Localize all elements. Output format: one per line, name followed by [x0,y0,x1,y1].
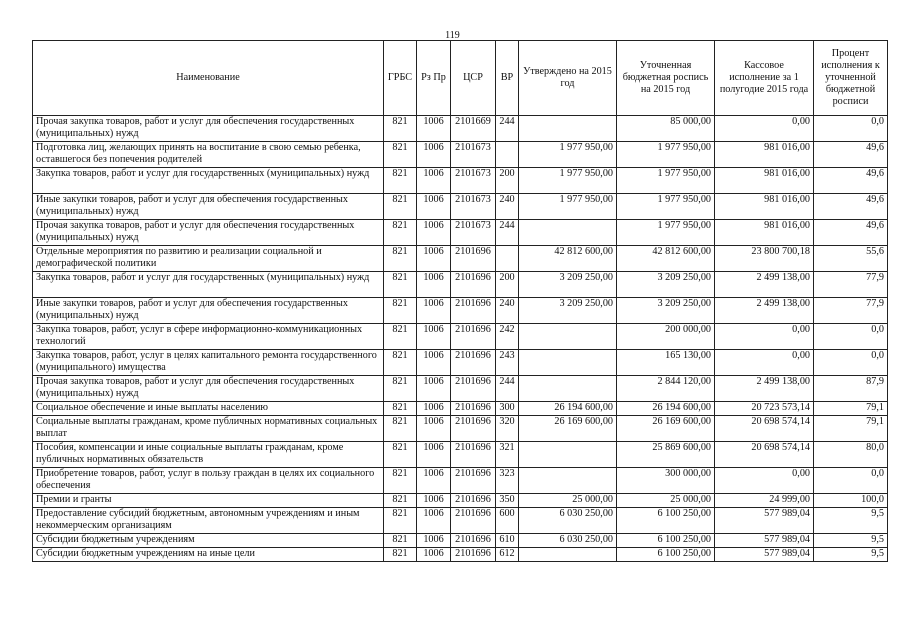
table-row [33,324,888,350]
row-name: Субсидии бюджетным учреждениям на иные цели [33,548,384,562]
table-header-row [33,41,888,116]
table-row [33,168,888,194]
row-vr [496,246,519,272]
row-vr: 320 [496,416,519,442]
row-cash: 577 989,04 [715,548,814,562]
row-cash: 24 999,00 [715,494,814,508]
row-name: Подготовка лиц, желающих принять на воспитание в свою семью ребенка, оставшегося без попечения родителей [33,142,384,168]
row-cash: 23 800 700,18 [715,246,814,272]
row-refined: 300 000,00 [617,468,715,494]
row-name: Социальные выплаты гражданам, кроме публичных нормативных социальных выплат [33,416,384,442]
row-approved: 1 977 950,00 [519,168,617,194]
row-refined: 25 000,00 [617,494,715,508]
row-vr: 321 [496,442,519,468]
row-cash: 20 723 573,14 [715,402,814,416]
table-row [33,220,888,246]
row-grbs: 821 [384,442,417,468]
row-refined: 1 977 950,00 [617,220,715,246]
row-percent: 77,9 [814,298,888,324]
row-rzpr: 1006 [417,416,451,442]
table-row [33,402,888,416]
page-number: 119 [445,30,460,41]
row-refined: 85 000,00 [617,116,715,142]
row-grbs: 821 [384,116,417,142]
header-cash: Кассовое исполнение за 1 полугодие 2015 года [715,41,814,116]
row-vr: 200 [496,168,519,194]
row-cash: 2 499 138,00 [715,272,814,298]
row-vr: 244 [496,376,519,402]
row-vr [496,142,519,168]
row-rzpr: 1006 [417,142,451,168]
row-csr: 2101696 [451,272,496,298]
row-grbs: 821 [384,350,417,376]
row-cash: 0,00 [715,350,814,376]
row-percent: 79,1 [814,416,888,442]
row-csr: 2101696 [451,494,496,508]
header-vr: ВР [496,41,519,116]
row-rzpr: 1006 [417,402,451,416]
row-grbs: 821 [384,508,417,534]
row-approved [519,116,617,142]
header-refined: Уточненная бюджетная роспись на 2015 год [617,41,715,116]
row-csr: 2101696 [451,416,496,442]
row-name: Закупка товаров, работ, услуг в сфере информационно-коммуникационных технологий [33,324,384,350]
row-rzpr: 1006 [417,116,451,142]
row-grbs: 821 [384,376,417,402]
row-refined: 6 100 250,00 [617,548,715,562]
row-cash: 981 016,00 [715,168,814,194]
row-percent: 49,6 [814,142,888,168]
row-percent: 100,0 [814,494,888,508]
row-grbs: 821 [384,194,417,220]
row-grbs: 821 [384,494,417,508]
row-percent: 49,6 [814,220,888,246]
row-rzpr: 1006 [417,534,451,548]
row-grbs: 821 [384,272,417,298]
row-percent: 87,9 [814,376,888,402]
row-cash: 2 499 138,00 [715,298,814,324]
row-approved: 6 030 250,00 [519,508,617,534]
row-name: Прочая закупка товаров, работ и услуг для обеспечения государственных (муниципальных) нужд [33,220,384,246]
header-grbs: ГРБС [384,41,417,116]
row-rzpr: 1006 [417,194,451,220]
row-rzpr: 1006 [417,168,451,194]
row-grbs: 821 [384,548,417,562]
table-row [33,494,888,508]
header-name: Наименование [33,41,384,116]
row-grbs: 821 [384,402,417,416]
row-rzpr: 1006 [417,468,451,494]
row-refined: 3 209 250,00 [617,298,715,324]
row-csr: 2101673 [451,220,496,246]
table-row [33,272,888,298]
row-cash: 577 989,04 [715,534,814,548]
row-rzpr: 1006 [417,350,451,376]
row-csr: 2101696 [451,442,496,468]
row-csr: 2101696 [451,350,496,376]
row-percent: 9,5 [814,548,888,562]
row-approved: 3 209 250,00 [519,298,617,324]
row-csr: 2101696 [451,508,496,534]
row-percent: 80,0 [814,442,888,468]
row-name: Отдельные мероприятия по развитию и реализации социальной и демографической политики [33,246,384,272]
row-percent: 9,5 [814,508,888,534]
row-rzpr: 1006 [417,376,451,402]
row-csr: 2101696 [451,534,496,548]
row-approved: 42 812 600,00 [519,246,617,272]
row-cash: 981 016,00 [715,194,814,220]
table-row [33,298,888,324]
row-approved [519,468,617,494]
row-cash: 0,00 [715,116,814,142]
row-refined: 200 000,00 [617,324,715,350]
table-row [33,548,888,562]
row-name: Предоставление субсидий бюджетным, автономным учреждениям и иным некоммерческим организациям [33,508,384,534]
table-row [33,246,888,272]
row-approved: 6 030 250,00 [519,534,617,548]
row-vr: 610 [496,534,519,548]
row-rzpr: 1006 [417,508,451,534]
row-csr: 2101696 [451,468,496,494]
row-cash: 981 016,00 [715,220,814,246]
row-percent: 77,9 [814,272,888,298]
row-vr: 240 [496,194,519,220]
row-name: Закупка товаров, работ и услуг для государственных (муниципальных) нужд [33,272,384,298]
row-csr: 2101673 [451,194,496,220]
row-vr: 612 [496,548,519,562]
row-approved: 25 000,00 [519,494,617,508]
table-row [33,142,888,168]
row-csr: 2101696 [451,298,496,324]
row-vr: 300 [496,402,519,416]
row-refined: 26 169 600,00 [617,416,715,442]
row-refined: 25 869 600,00 [617,442,715,468]
row-name: Прочая закупка товаров, работ и услуг для обеспечения государственных (муниципальных) нужд [33,376,384,402]
row-cash: 577 989,04 [715,508,814,534]
row-approved: 1 977 950,00 [519,142,617,168]
row-grbs: 821 [384,142,417,168]
row-rzpr: 1006 [417,442,451,468]
table-row [33,376,888,402]
row-refined: 2 844 120,00 [617,376,715,402]
header-rzpr: Рз Пр [417,41,451,116]
row-rzpr: 1006 [417,220,451,246]
row-grbs: 821 [384,324,417,350]
row-refined: 165 130,00 [617,350,715,376]
table-row [33,116,888,142]
row-cash: 2 499 138,00 [715,376,814,402]
row-percent: 0,0 [814,324,888,350]
row-csr: 2101696 [451,246,496,272]
row-vr: 243 [496,350,519,376]
row-vr: 350 [496,494,519,508]
row-percent: 0,0 [814,116,888,142]
row-csr: 2101673 [451,142,496,168]
row-cash: 981 016,00 [715,142,814,168]
row-name: Прочая закупка товаров, работ и услуг для обеспечения государственных (муниципальных) нужд [33,116,384,142]
row-vr: 244 [496,116,519,142]
row-refined: 1 977 950,00 [617,194,715,220]
row-name: Закупка товаров, работ, услуг в целях капитального ремонта государственного (муниципального) имущества [33,350,384,376]
row-approved [519,376,617,402]
table-row [33,534,888,548]
row-rzpr: 1006 [417,548,451,562]
row-refined: 1 977 950,00 [617,142,715,168]
row-name: Субсидии бюджетным учреждениям [33,534,384,548]
row-grbs: 821 [384,534,417,548]
table-row [33,194,888,220]
row-approved [519,442,617,468]
row-name: Иные закупки товаров, работ и услуг для обеспечения государственных (муниципальных) нужд [33,194,384,220]
row-name: Социальное обеспечение и иные выплаты населению [33,402,384,416]
row-approved: 1 977 950,00 [519,194,617,220]
row-refined: 6 100 250,00 [617,508,715,534]
row-vr: 600 [496,508,519,534]
row-refined: 1 977 950,00 [617,168,715,194]
row-name: Пособия, компенсации и иные социальные выплаты гражданам, кроме публичных нормативных обязательств [33,442,384,468]
row-rzpr: 1006 [417,298,451,324]
row-cash: 20 698 574,14 [715,442,814,468]
row-name: Иные закупки товаров, работ и услуг для обеспечения государственных (муниципальных) нужд [33,298,384,324]
row-grbs: 821 [384,220,417,246]
row-refined: 6 100 250,00 [617,534,715,548]
row-percent: 0,0 [814,468,888,494]
row-rzpr: 1006 [417,272,451,298]
header-csr: ЦСР [451,41,496,116]
row-approved [519,350,617,376]
row-csr: 2101696 [451,548,496,562]
budget-table [32,40,888,562]
row-vr: 323 [496,468,519,494]
row-percent: 55,6 [814,246,888,272]
row-csr: 2101669 [451,116,496,142]
row-name: Приобретение товаров, работ, услуг в пользу граждан в целях их социального обеспечения [33,468,384,494]
row-vr: 242 [496,324,519,350]
row-approved [519,324,617,350]
header-approved: Утверждено на 2015 год [519,41,617,116]
table-row [33,442,888,468]
row-vr: 240 [496,298,519,324]
table-row [33,508,888,534]
row-refined: 26 194 600,00 [617,402,715,416]
row-approved: 26 169 600,00 [519,416,617,442]
table-row [33,468,888,494]
row-name: Премии и гранты [33,494,384,508]
row-rzpr: 1006 [417,324,451,350]
row-rzpr: 1006 [417,246,451,272]
row-grbs: 821 [384,416,417,442]
row-grbs: 821 [384,168,417,194]
row-approved: 3 209 250,00 [519,272,617,298]
row-approved [519,220,617,246]
row-percent: 49,6 [814,194,888,220]
row-refined: 42 812 600,00 [617,246,715,272]
row-grbs: 821 [384,246,417,272]
row-cash: 0,00 [715,324,814,350]
row-percent: 79,1 [814,402,888,416]
table-row [33,416,888,442]
row-cash: 20 698 574,14 [715,416,814,442]
row-percent: 49,6 [814,168,888,194]
row-grbs: 821 [384,298,417,324]
row-percent: 0,0 [814,350,888,376]
row-refined: 3 209 250,00 [617,272,715,298]
row-vr: 244 [496,220,519,246]
header-percent: Процент исполнения к уточненной бюджетной росписи [814,41,888,116]
row-approved [519,548,617,562]
row-csr: 2101696 [451,376,496,402]
row-csr: 2101696 [451,324,496,350]
row-csr: 2101673 [451,168,496,194]
row-approved: 26 194 600,00 [519,402,617,416]
row-rzpr: 1006 [417,494,451,508]
table-row [33,350,888,376]
row-vr: 200 [496,272,519,298]
row-csr: 2101696 [451,402,496,416]
row-percent: 9,5 [814,534,888,548]
row-grbs: 821 [384,468,417,494]
row-name: Закупка товаров, работ и услуг для государственных (муниципальных) нужд [33,168,384,194]
row-cash: 0,00 [715,468,814,494]
